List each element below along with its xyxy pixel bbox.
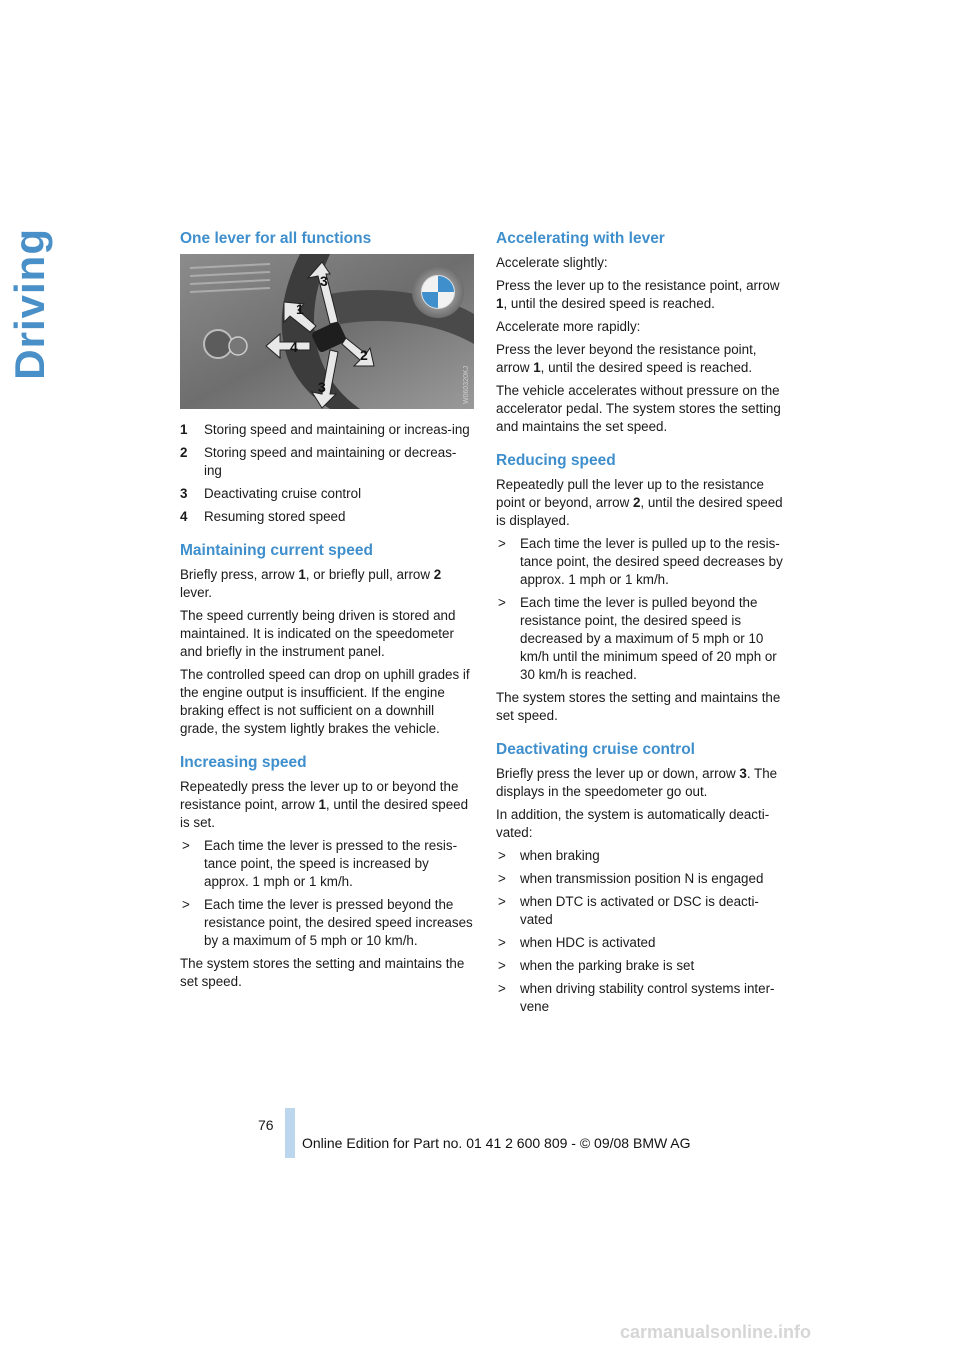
paragraph: Briefly press, arrow 1, or briefly pull, arrow 2 lever.: [180, 567, 442, 600]
paragraph: Briefly press the lever up or down, arrow 3. The displays in the speedometer go out.: [496, 766, 778, 799]
list-item: > when braking: [498, 848, 600, 863]
heading-one-lever: One lever for all functions: [180, 230, 372, 247]
arrow-label-3-bottom: 3: [318, 379, 326, 395]
paragraph: The system stores the setting and maintains the set speed.: [496, 690, 781, 723]
list-item: > Each time the lever is pulled beyond the resistance point, the desired speed is decreased by a maximum of 5 mph or 10 km/h until the minimum speed of 20 mph or 30 km/h is reached.: [498, 595, 777, 682]
arrow-label-4: 4: [290, 339, 298, 355]
arrow-label-2: 2: [360, 347, 368, 363]
paragraph: In addition, the system is automatically deacti-vated:: [496, 807, 770, 840]
paragraph: Repeatedly press the lever up to or beyond the resistance point, arrow 1, until the desired speed is set.: [180, 779, 469, 830]
paragraph: The vehicle accelerates without pressure on the accelerator pedal. The system stores the setting and maintains the set speed.: [496, 383, 781, 434]
heading-deactivating: Deactivating cruise control: [496, 741, 695, 758]
watermark: carmanualsonline.info: [620, 1322, 812, 1342]
figure-code: W060320KJ: [463, 365, 470, 404]
chapter-title: Driving: [6, 228, 53, 380]
increase-bullets: [180, 837, 474, 950]
heading-reducing-speed: Reducing speed: [496, 452, 616, 469]
page-number: 76: [258, 1117, 274, 1133]
footer-edition: Online Edition for Part no. 01 41 2 600 809 - © 09/08 BMW AG: [302, 1135, 691, 1151]
paragraph: The speed currently being driven is stored and maintained. It is indicated on the speedometer and briefly in the instrument panel.: [180, 608, 456, 659]
paragraph: Repeatedly pull the lever up to the resistance point or beyond, arrow 2, until the desired speed is displayed.: [496, 477, 783, 528]
reduce-bullets: [496, 535, 790, 684]
legend-item: 2 Storing speed and maintaining or decreas-ing: [180, 445, 457, 478]
paragraph: Accelerate slightly:: [496, 255, 608, 270]
list-item: > when transmission position N is engaged: [498, 871, 764, 886]
list-item: > when HDC is activated: [498, 935, 656, 950]
paragraph: Press the lever beyond the resistance point, arrow 1, until the desired speed is reached.: [496, 342, 757, 375]
legend-item: 3 Deactivating cruise control: [180, 486, 362, 501]
legend-item: 1 Storing speed and maintaining or increas-ing: [180, 422, 470, 437]
list-item: > Each time the lever is pressed to the resis-tance point, the speed is increased by approx. 1 mph or 1 km/h.: [182, 838, 458, 889]
arrow-label-1: 1: [296, 301, 304, 317]
list-item: > when driving stability control systems inter-vene: [498, 981, 775, 1014]
paragraph: The controlled speed can drop on uphill grades if the engine output is insufficient. If the engine braking effect is not sufficient on a downhill grade, the system lightly brakes the vehicle.: [180, 667, 470, 736]
right-column: [496, 230, 790, 1021]
paragraph: The system stores the setting and maintains the set speed.: [180, 956, 465, 989]
heading-accelerating: Accelerating with lever: [496, 230, 665, 247]
list-item: > when DTC is activated or DSC is deacti-vated: [498, 894, 759, 927]
footer-accent-bar: [285, 1108, 295, 1158]
list-item: > Each time the lever is pulled up to the resis-tance point, the desired speed decreases by approx. 1 mph or 1 km/h.: [498, 536, 783, 587]
deactivation-bullets: [496, 847, 790, 1016]
list-item: > when the parking brake is set: [498, 958, 695, 973]
paragraph: Press the lever up to the resistance point, arrow 1, until the desired speed is reached.: [496, 278, 780, 311]
paragraph: Accelerate more rapidly:: [496, 319, 641, 334]
steering-lever-figure: [180, 254, 474, 409]
arrow-label-3-top: 3: [320, 273, 328, 289]
legend-item: 4 Resuming stored speed: [180, 509, 346, 524]
left-column: [180, 230, 474, 996]
heading-maintaining-speed: Maintaining current speed: [180, 542, 373, 559]
figure-legend: [180, 421, 474, 526]
heading-increasing-speed: Increasing speed: [180, 754, 307, 771]
list-item: > Each time the lever is pressed beyond the resistance point, the desired speed increases by a maximum of 5 mph or 10 km/h.: [182, 897, 473, 948]
